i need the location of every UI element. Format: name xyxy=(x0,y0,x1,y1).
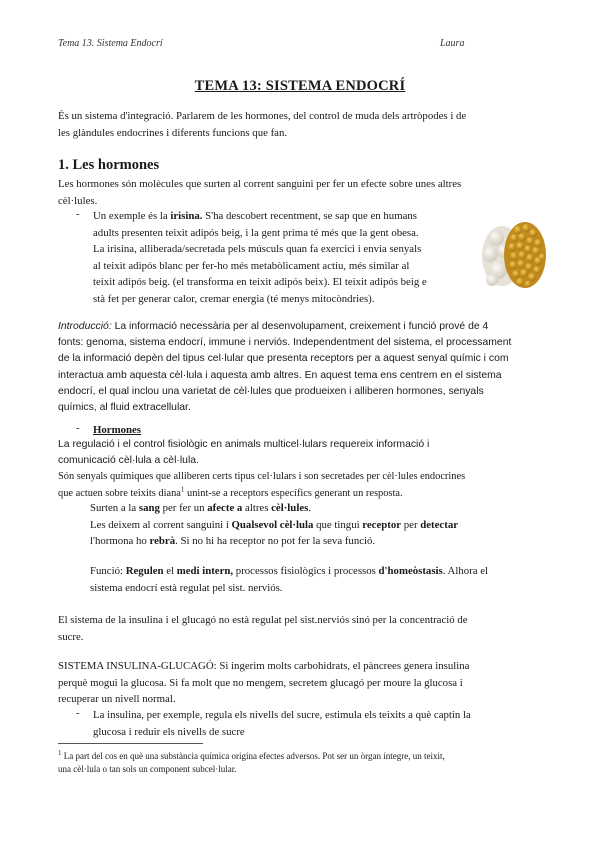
bullet-dash: - xyxy=(76,422,80,434)
footnote: $^1$ La part del cos en què una substància química origina efectes adversos. Pot ser un òrgan íntegre, un teixit, una cèl·lula o tan sols un component subcel·lular. xyxy=(58,749,445,774)
hormones-paragraph: La regulació i el control fisiològic en animals multicel·lulars requereix informació i comunicació cèl·lula a cèl·lula. xyxy=(58,439,430,467)
irisina-bullet: Un exemple és la irisina. S'ha descobert recentment, se sap que en humans adults presenten teixit adipós beig, i la gent prima té més que la gent obesa. La irisina, alliberada/secretada pels músculs quan fa exercici i envia senyals al teixit adipós blanc per fer-ho més metabòlicament actiu, més similar al teixit adipós beig. (el transforma en teixit adipós beix). El teixit adipós beig e stà fet per generar calor, cremar energia (té menys mitocòndries). xyxy=(93,210,427,305)
header-left: Tema 13. Sistema Endocrí xyxy=(58,38,163,49)
footnote-divider xyxy=(58,743,203,744)
insulina-paragraph: El sistema de la insulina i el glucagó no està regulat pel sist.nerviós sinó per la concentració de sucre. xyxy=(58,614,468,643)
insulina-bullet: La insulina, per exemple, regula els nivells del sucre, estimula els teixits a què captin la glucosa i reduir els nivells de sucre xyxy=(93,709,471,738)
section-heading: 1. Les hormones xyxy=(58,157,160,173)
page-title: TEMA 13: SISTEMA ENDOCRÍ xyxy=(194,78,406,94)
funcio-paragraph: Funció: Regulen el medi intern, processos fisiològics i processos d'homeòstasis. Alhora el sistema endocrí està regulat pel sist. nerviós. xyxy=(90,565,489,594)
bullet-dash: - xyxy=(76,707,80,719)
header-right: Laura xyxy=(440,38,465,49)
adipose-tissue-image xyxy=(478,216,548,294)
intro-paragraph: És un sistema d'integració. Parlarem de les hormones, del control de muda dels artròpodes i de les glàndules endocrines i diferents funcions que fan. xyxy=(58,110,467,139)
introduccio-paragraph: Introducció: La informació necessària per al desenvolupament, creixement i funció prové de 4 fonts: genoma, sistema endocrí, immune i nerviós. Independentment del sistema, el processament de la informació depèn del tipus cel·lular que presenta receptors per a aquest senyal químic i com interactua amb aquesta cèl·lula i aquesta amb altres. En aquest tema ens centrem en el sistema endocrí, el qual inclou una varietat de cèl·lules que produeixen i alliberen hormones, senyals químics, al fluid extracellular. xyxy=(58,321,512,414)
section1-paragraph: Les hormones són molècules que surten al corrent sanguini per fer un efecte sobre unes altres cèl·lules. xyxy=(58,178,462,207)
hormones-details: Surten a la sang per fer un afecte a altres cèl·lules. Les deixem al corrent sanguini i Qualsevol cèl·lula que tingui receptor per detectar l'hormona ho rebrà. Si no hi ha receptor no pot fer la seva funció. xyxy=(90,502,459,547)
hormones-definition: Són senyals químiques que alliberen certs tipus cel·lulars i son secretades per cèl·lules endocrines que actuen sobre teixits diana$^1$ unint-se a receptors específics generant un resposta. xyxy=(58,471,466,499)
insulina-glucago-paragraph: SISTEMA INSULINA-GLUCAGÓ: Si ingerim molts carbohidrats, el pàncrees genera insulina perquè mogui la glucosa. Si fa molt que no mengem, secretem glucagó per moure la glucosa i recuperar un nivell normal. xyxy=(58,660,470,705)
hormones-heading: Hormones xyxy=(93,424,141,436)
bullet-dash: - xyxy=(76,208,80,220)
